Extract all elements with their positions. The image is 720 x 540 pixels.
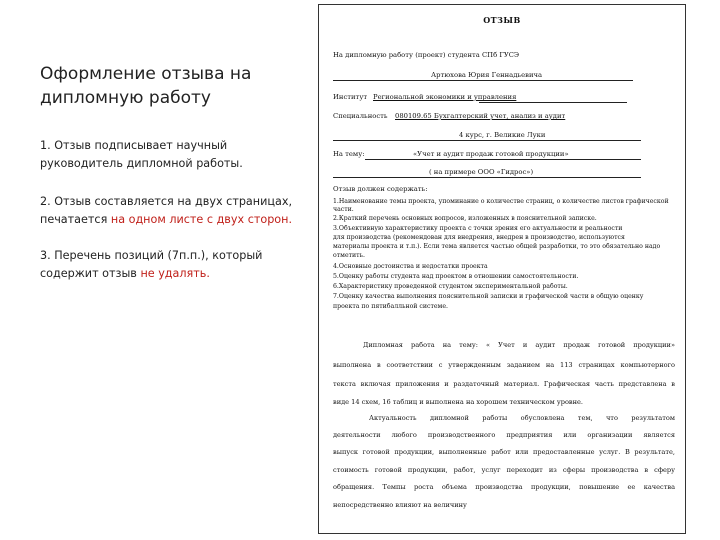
course: 4 курс, г. Великие Луки — [459, 131, 546, 139]
body-line: обращения. Темпы роста объема производства продукции, повышение ее качества — [333, 483, 675, 491]
point-3-highlight: не удалять. — [140, 267, 210, 280]
point-2-highlight: на одном листе с двух сторон. — [110, 213, 293, 226]
point-2-text: 2. Отзыв составляется на двух страницах, печатается — [40, 195, 293, 226]
body-line: виде 14 схем, 16 таблиц и выполнена на хорошем техническом уровне. — [333, 398, 584, 406]
content-item: 1.Наименование темы проекта, упоминание о количестве страниц, о количестве листов графической — [333, 198, 669, 205]
body-line: текста включая приложения и раздаточный материал. Графическая часть представлена в — [333, 380, 675, 388]
content-item: 7.Оценку качества выполнения пояснительной записки и графической части в общую оценку — [333, 293, 644, 300]
specialty-value: 080109.65 Бухгалтерский учет, анализ и аудит — [395, 112, 566, 120]
content-item: 6.Характеристику проведенной студентом экспериментальной работы. — [333, 283, 568, 290]
course-underline — [333, 140, 641, 141]
content-item: для производства (рекомендован для внедрения, внедрен в производство, используются — [333, 234, 625, 241]
content-item: материалы проекта и т.п.). Если тема является частью общей разработки, то это обязательно надо — [333, 243, 661, 250]
topic-label: На тему: — [333, 150, 365, 158]
specialty-label: Специальность — [333, 112, 388, 120]
content-item: 2.Краткий перечень основных вопросов, изложенных в пояснительной записке. — [333, 215, 597, 222]
body-line: выпуск готовой продукции, выполненные работ или предоставленные услуг. В результате, — [333, 448, 675, 456]
content-item: отметить. — [333, 252, 365, 259]
review-document — [318, 4, 686, 534]
topic-underline — [365, 159, 641, 160]
content-item: 3.Объективную характеристику проекта с точки зрения его актуальности и реальности — [333, 225, 623, 232]
point-1-text: 1. Отзыв подписывает научный руководитель дипломной работы. — [40, 139, 243, 170]
document-title: ОТЗЫВ — [483, 15, 521, 25]
institute-underline — [479, 102, 627, 103]
slide-title: Оформление отзыва на дипломную работу — [40, 64, 252, 108]
institute-label: Институт — [333, 93, 368, 101]
content-item: проекта по пятибалльной системе. — [333, 303, 448, 310]
company-underline — [333, 177, 641, 178]
institute-value: Региональной экономики и управления — [373, 93, 517, 101]
body-line: непосредственно влияют на величину — [333, 501, 467, 509]
topic: «Учет и аудит продаж готовой продукции» — [413, 150, 569, 158]
document-intro: На дипломную работу (проект) студента СПб ГУСЭ — [333, 51, 520, 59]
body-line: Дипломная работа на тему: « Учет и аудит продаж готовой продукции» — [363, 341, 675, 349]
student-name: Артюхова Юрия Геннадьевича — [431, 71, 543, 79]
point-1 — [40, 137, 302, 173]
point-2 — [40, 193, 302, 229]
point-3 — [40, 247, 302, 283]
body-line: деятельности любого производственного предприятия или организации является — [333, 431, 675, 439]
body-line: стоимость готовой продукции, работ, услуг переходит из сферы производства в сферу — [333, 466, 675, 474]
content-title: Отзыв должен содержать: — [333, 185, 428, 193]
company: ( на примере ООО «Гидрос») — [429, 168, 534, 176]
point-3-text: 3. Перечень позиций (7п.п.), который содержит отзыв — [40, 249, 263, 280]
content-item: 5.Оценку работы студента над проектом в отношении самостоятельности. — [333, 273, 579, 280]
body-line: Актуальность дипломной работы обусловлена тем, что результатом — [369, 414, 675, 422]
content-item: 4.Основные достоинства и недостатки проекта — [333, 263, 488, 270]
content-item: части. — [333, 206, 354, 213]
body-line: выполнена в соответствии с утвержденным заданием на 113 страницах компьютерного — [333, 361, 675, 369]
student-underline — [333, 80, 633, 81]
